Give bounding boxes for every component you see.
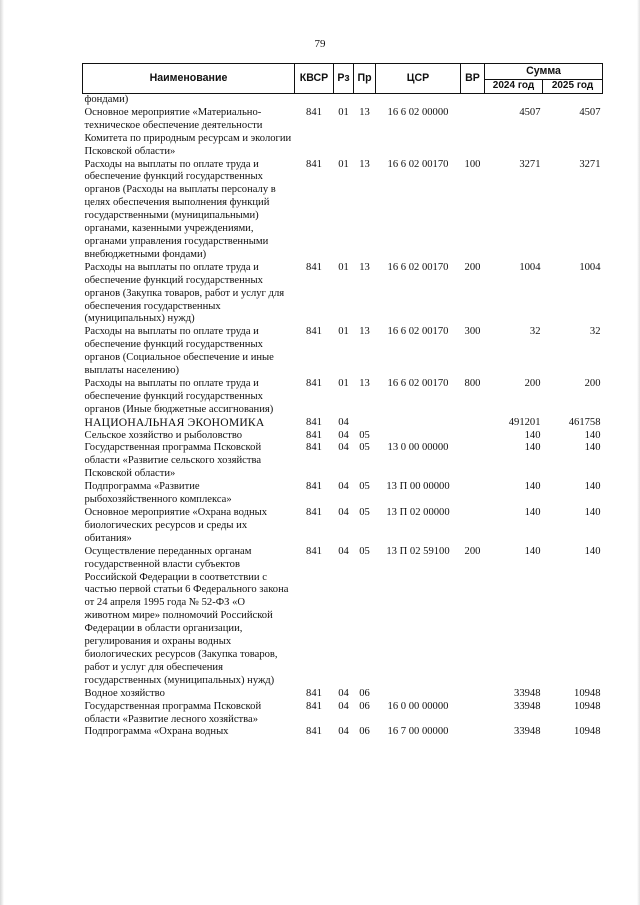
cell-csr: 13 П 02 59100 xyxy=(386,545,450,557)
cell-rz: 04 xyxy=(338,726,349,738)
cell-vr xyxy=(461,507,485,546)
cell-csr: 13 П 00 00000 xyxy=(386,481,450,493)
cell-sum-2025: 3271 xyxy=(579,158,601,170)
cell-sum-2025: 140 xyxy=(584,507,601,518)
cell-name: Основное мероприятие «Материально-техническое обеспечение деятельности Комитета по природным ресурсам и экологии Псковской области» xyxy=(84,106,292,157)
cell-sum-2025: 200 xyxy=(584,377,601,389)
cell-vr: 200 xyxy=(464,261,481,273)
cell-kvsr: 841 xyxy=(306,261,322,273)
cell-pr: 05 xyxy=(359,481,370,493)
cell-name: Расходы на выплаты по оплате труда и обеспечение функций государственных органов (Расходы на выплаты персоналу в целях обеспечения выполнения функций государственными (муниципальными) органами, казенными учреждениями, органами управления государственными внебюджетными фондами) xyxy=(84,158,276,260)
header-year-2024: 2024 год xyxy=(485,80,543,94)
cell-name: Расходы на выплаты по оплате труда и обеспечение функций государственных органов (Иные бюджетные ассигнования) xyxy=(84,377,274,415)
header-vr: ВР xyxy=(461,64,485,94)
cell-vr xyxy=(461,442,485,481)
cell-sum-2025: 140 xyxy=(584,545,601,557)
cell-csr: 16 6 02 00170 xyxy=(387,158,449,170)
cell-sum-2024: 140 xyxy=(524,442,541,454)
header-name: Наименование xyxy=(83,64,295,94)
cell-rz: 04 xyxy=(338,442,349,454)
cell-sum-2024: 33948 xyxy=(514,700,541,712)
table-row xyxy=(83,326,603,378)
cell-name: Водное хозяйство xyxy=(84,687,165,699)
cell-pr: 05 xyxy=(359,429,370,441)
table-row xyxy=(83,378,603,417)
cell-csr: 16 6 02 00170 xyxy=(387,261,449,273)
cell-pr: 06 xyxy=(359,700,370,712)
cell-rz: 01 xyxy=(338,326,349,338)
table-row xyxy=(83,726,603,739)
cell-pr: 13 xyxy=(359,326,370,338)
cell-csr: 13 0 00 00000 xyxy=(387,442,449,454)
table-row xyxy=(83,430,603,443)
cell-vr xyxy=(461,481,485,507)
cell-rz: 04 xyxy=(338,481,349,493)
cell-kvsr: 841 xyxy=(306,726,322,738)
cell-sum-2024: 140 xyxy=(524,429,541,441)
cell-kvsr: 841 xyxy=(306,507,322,518)
cell-kvsr: 841 xyxy=(306,481,322,493)
cell-rz: 01 xyxy=(338,261,349,273)
cell-pr xyxy=(354,94,376,107)
cell-vr xyxy=(461,107,485,159)
cell-vr: 800 xyxy=(464,377,481,389)
cell-pr: 13 xyxy=(359,158,370,170)
cell-vr xyxy=(461,726,485,739)
cell-vr: 300 xyxy=(464,326,481,338)
cell-name: Подпрограмма «Развитие рыбохозяйственного комплекса» xyxy=(84,481,232,506)
cell-sum-2025: 10948 xyxy=(574,700,601,712)
cell-csr: 16 6 02 00170 xyxy=(387,326,449,338)
cell-name: НАЦИОНАЛЬНАЯ ЭКОНОМИКА xyxy=(84,415,265,429)
cell-csr xyxy=(376,94,461,107)
cell-pr: 06 xyxy=(359,726,370,738)
cell-sum-2025 xyxy=(543,94,603,107)
cell-rz: 04 xyxy=(338,416,349,428)
budget-table xyxy=(82,63,603,739)
table-row xyxy=(83,107,603,159)
cell-rz: 04 xyxy=(338,687,349,699)
header-sum: Сумма xyxy=(485,64,603,80)
cell-kvsr: 841 xyxy=(306,416,322,428)
cell-vr: 200 xyxy=(464,545,481,557)
cell-pr: 05 xyxy=(359,507,370,518)
cell-sum-2024: 3271 xyxy=(519,158,541,170)
cell-pr: 13 xyxy=(359,261,370,273)
cell-pr xyxy=(354,417,376,430)
cell-csr xyxy=(376,417,461,430)
scan-edge-left xyxy=(0,0,4,905)
cell-sum-2024: 200 xyxy=(524,377,541,389)
header-csr: ЦСР xyxy=(376,64,461,94)
table-header xyxy=(83,64,603,94)
cell-kvsr: 841 xyxy=(306,442,322,454)
cell-kvsr: 841 xyxy=(306,106,322,118)
section-row xyxy=(83,417,603,430)
cell-csr: 16 6 02 00000 xyxy=(387,106,449,118)
cell-kvsr: 841 xyxy=(306,545,322,557)
cell-kvsr: 841 xyxy=(306,158,322,170)
cell-sum-2025: 461758 xyxy=(568,416,601,428)
cell-sum-2024: 140 xyxy=(524,481,541,493)
table-row xyxy=(83,442,603,481)
cell-kvsr: 841 xyxy=(306,377,322,389)
cell-kvsr: 841 xyxy=(306,326,322,338)
cell-sum-2024: 140 xyxy=(524,545,541,557)
table-row xyxy=(83,546,603,688)
cell-rz: 04 xyxy=(338,545,349,557)
cell-sum-2025: 140 xyxy=(584,429,601,441)
cell-name: Расходы на выплаты по оплате труда и обеспечение функций государственных органов (Социальное обеспечение и иные выплаты населению) xyxy=(84,326,274,377)
table-row xyxy=(83,507,603,546)
cell-sum-2024: 33948 xyxy=(514,687,541,699)
cell-name: Сельское хозяйство и рыболовство xyxy=(84,429,243,441)
table-row xyxy=(83,481,603,507)
cell-sum-2025: 10948 xyxy=(574,687,601,699)
cell-rz: 04 xyxy=(338,507,349,518)
cell-rz: 04 xyxy=(338,700,349,712)
cell-name: Государственная программа Псковской области «Развитие сельского хозяйства Псковской области» xyxy=(84,442,262,480)
cell-vr xyxy=(461,430,485,443)
table-body xyxy=(83,94,603,740)
cell-sum-2025: 140 xyxy=(584,442,601,454)
cell-pr: 05 xyxy=(359,442,370,454)
table-row xyxy=(83,688,603,701)
cell-sum-2024 xyxy=(485,94,543,107)
header-rz: Рз xyxy=(334,64,354,94)
cell-vr xyxy=(461,688,485,701)
cell-pr: 13 xyxy=(359,377,370,389)
cell-csr: 16 0 00 00000 xyxy=(387,700,449,712)
table-row xyxy=(83,159,603,262)
cell-vr: 100 xyxy=(464,158,481,170)
cell-rz: 01 xyxy=(338,377,349,389)
cell-name: Подпрограмма «Охрана водных xyxy=(84,726,229,738)
cell-csr xyxy=(376,430,461,443)
cell-kvsr: 841 xyxy=(306,429,322,441)
cell-sum-2024: 491201 xyxy=(508,416,541,428)
cell-rz: 01 xyxy=(338,158,349,170)
cell-sum-2025: 1004 xyxy=(579,261,601,273)
page-number: 79 xyxy=(314,38,326,50)
table-row xyxy=(83,701,603,727)
cell-csr xyxy=(376,688,461,701)
table-row xyxy=(83,262,603,327)
cell-vr xyxy=(461,94,485,107)
cell-sum-2024: 33948 xyxy=(514,726,541,738)
cell-csr: 13 П 02 00000 xyxy=(386,507,450,518)
cell-kvsr xyxy=(295,94,334,107)
cell-pr: 05 xyxy=(359,545,370,557)
cell-sum-2025: 10948 xyxy=(574,726,601,738)
cell-sum-2024: 1004 xyxy=(519,261,541,273)
cell-vr xyxy=(461,417,485,430)
cell-vr xyxy=(461,701,485,727)
cell-rz: 04 xyxy=(338,429,349,441)
cell-name: Государственная программа Псковской области «Развитие лесного хозяйства» xyxy=(84,700,262,725)
cell-sum-2025: 140 xyxy=(584,481,601,493)
cell-name: фондами) xyxy=(84,94,129,105)
cell-sum-2024: 140 xyxy=(524,507,541,518)
cell-name: Основное мероприятие «Охрана водных биологических ресурсов и среды их обитания» xyxy=(84,507,268,544)
cell-sum-2024: 4507 xyxy=(519,106,541,118)
table-row xyxy=(83,94,603,107)
cell-sum-2025: 4507 xyxy=(579,106,601,118)
cell-pr: 13 xyxy=(359,106,370,118)
cell-sum-2025: 32 xyxy=(589,326,601,338)
cell-name: Расходы на выплаты по оплате труда и обеспечение функций государственных органов (Закупка товаров, работ и услуг для обеспечения государственных (муниципальных) нужд) xyxy=(84,261,285,325)
cell-name: Осуществление переданных органам государственной власти субъектов Российской Федерации в соответствии с частью первой статьи 6 Федерального закона от 24 апреля 1995 года № 52-ФЗ «О животном мире» полномочий Российской Федерации в области организации, регулирования и охраны водных биологических ресурсов (Закупка товаров, работ и услуг для обеспечения государственных (муниципальных) нужд) xyxy=(84,545,289,686)
cell-kvsr: 841 xyxy=(306,700,322,712)
cell-kvsr: 841 xyxy=(306,687,322,699)
cell-rz: 01 xyxy=(338,106,349,118)
cell-csr: 16 6 02 00170 xyxy=(387,377,449,389)
header-pr: Пр xyxy=(354,64,376,94)
cell-sum-2024: 32 xyxy=(529,326,541,338)
cell-pr: 06 xyxy=(359,687,370,699)
cell-rz xyxy=(334,94,354,107)
cell-csr: 16 7 00 00000 xyxy=(387,726,449,738)
header-year-2025: 2025 год xyxy=(543,80,603,94)
header-kvsr: КВСР xyxy=(295,64,334,94)
